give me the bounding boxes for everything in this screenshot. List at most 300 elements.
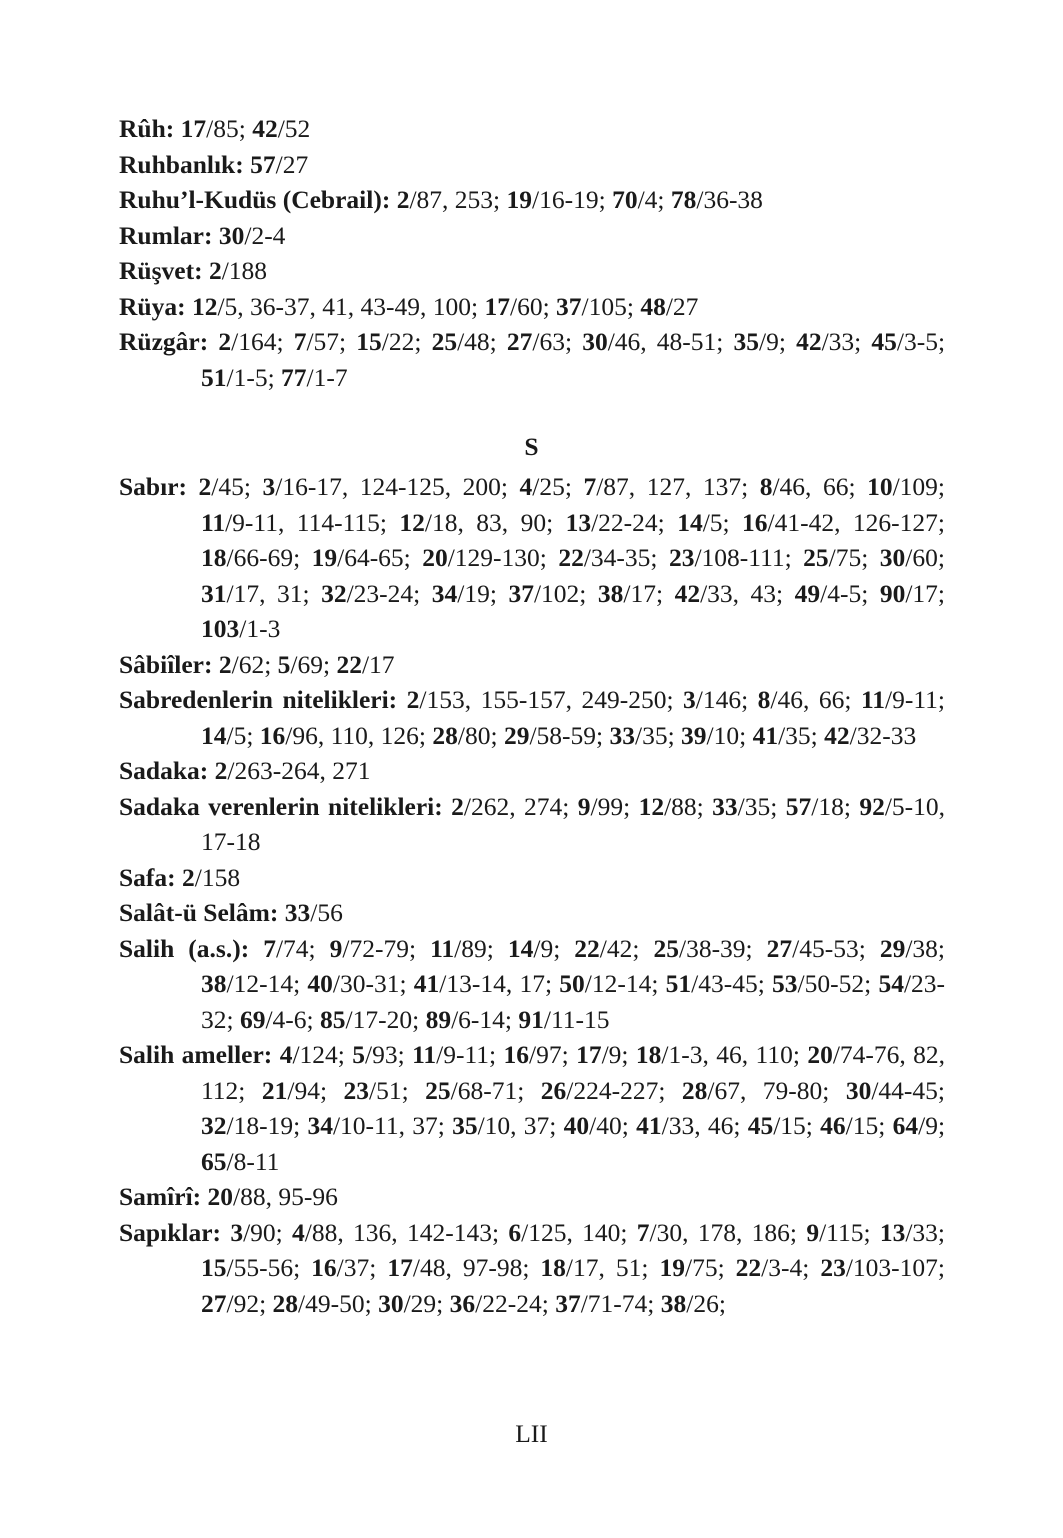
verse-reference: /18-19;: [226, 1111, 308, 1140]
verse-reference: /32-33: [849, 720, 917, 750]
sura-number: 65: [201, 1146, 227, 1176]
verse-reference: /22;: [381, 327, 432, 356]
sura-number: 7: [583, 472, 597, 501]
verse-reference: /42;: [599, 933, 654, 963]
sura-number: 37: [555, 1288, 581, 1318]
verse-reference: /62;: [231, 649, 278, 679]
sura-number: 2: [198, 472, 212, 501]
verse-reference: /22-24;: [591, 507, 678, 537]
sura-number: 3: [262, 472, 276, 501]
sura-number: 45: [747, 1111, 774, 1140]
sura-number: 3: [683, 685, 696, 714]
verse-reference: /1-3, 46, 110;: [661, 1040, 808, 1069]
verse-reference: /224-227;: [566, 1075, 682, 1105]
verse-reference: /17;: [623, 578, 675, 608]
sura-number: 4: [279, 1040, 293, 1069]
sura-number: 103: [201, 614, 240, 643]
verse-reference: /103-107;: [845, 1253, 946, 1282]
verse-reference: /60;: [510, 291, 557, 321]
verse-reference: /5;: [702, 507, 743, 537]
sura-number: 53: [772, 969, 798, 998]
verse-reference: /46, 66;: [770, 685, 861, 714]
verse-reference: /9;: [601, 1040, 636, 1069]
sura-number: 23: [820, 1253, 846, 1282]
sura-number: 12: [399, 507, 425, 537]
sura-number: 39: [681, 720, 707, 750]
verse-reference: /9;: [918, 1111, 946, 1140]
verse-reference: /63;: [532, 327, 583, 356]
sura-number: 16: [311, 1253, 337, 1282]
sura-number: 64: [892, 1111, 919, 1140]
verse-reference: /75;: [828, 543, 880, 572]
verse-reference: /5;: [226, 720, 260, 750]
index-entry: [119, 789, 945, 860]
sura-number: 27: [506, 327, 533, 356]
verse-reference: /58-59;: [529, 720, 610, 750]
verse-reference: /72-79;: [342, 933, 431, 963]
verse-reference: /33;: [821, 327, 872, 356]
sura-number: 18: [540, 1253, 566, 1282]
sura-number: 2: [208, 256, 222, 285]
sura-number: 89: [425, 1004, 452, 1034]
sura-number: 34: [431, 578, 458, 608]
verse-reference: /51;: [369, 1075, 426, 1105]
verse-reference: /10;: [706, 720, 753, 750]
sura-number: 46: [820, 1111, 846, 1140]
index-entries-r: [119, 111, 945, 395]
sura-number: 21: [261, 1075, 288, 1105]
sura-number: 16: [259, 720, 286, 750]
sura-number: 8: [759, 472, 773, 501]
sura-number: 22: [574, 933, 600, 963]
verse-reference: /66-69;: [226, 543, 312, 572]
sura-number: 30: [845, 1075, 872, 1105]
sura-number: 45: [871, 327, 897, 356]
verse-reference: /17, 51;: [565, 1253, 660, 1282]
sura-number: 23: [668, 543, 695, 572]
sura-number: 17: [387, 1253, 413, 1282]
verse-reference: /40;: [589, 1111, 637, 1140]
sura-number: 16: [503, 1040, 530, 1069]
index-term: Safa:: [119, 862, 176, 892]
sura-number: 91: [518, 1004, 544, 1034]
sura-number: 25: [431, 327, 458, 356]
verse-reference: /88, 136, 142-143;: [304, 1217, 509, 1247]
sura-number: 11: [430, 933, 455, 963]
verse-reference: /5, 36-37, 41, 43-49, 100;: [217, 291, 485, 321]
index-entry: [119, 895, 945, 931]
sura-number: 40: [563, 1111, 590, 1140]
verse-reference: /33, 43;: [700, 578, 795, 608]
verse-reference: /68-71;: [450, 1075, 541, 1105]
verse-reference: /48;: [457, 327, 507, 356]
sura-number: 51: [201, 362, 227, 392]
sura-number: 30: [582, 327, 608, 356]
sura-number: 70: [612, 185, 638, 214]
index-term: Ruhbanlık:: [119, 149, 244, 179]
verse-reference: /67, 79-80;: [707, 1075, 846, 1105]
index-entry: [119, 682, 945, 753]
verse-reference: /262, 274;: [463, 791, 578, 821]
sura-number: 54: [878, 969, 904, 998]
sura-number: 33: [712, 791, 738, 821]
index-term: Salih ameller:: [119, 1040, 273, 1069]
index-entry: [119, 931, 945, 1038]
verse-reference: /44-45;: [871, 1075, 946, 1105]
verse-reference: /85;: [206, 114, 253, 143]
sura-number: 42: [796, 327, 822, 356]
index-entry: [119, 111, 945, 147]
sura-number: 41: [752, 720, 779, 750]
verse-reference: /94;: [287, 1075, 344, 1105]
sura-number: 41: [636, 1111, 662, 1140]
sura-number: 5: [352, 1040, 366, 1069]
sura-number: 42: [252, 114, 278, 143]
verse-reference: /48, 97-98;: [412, 1253, 541, 1282]
verse-reference: /1-5;: [226, 362, 282, 392]
verse-reference: /188: [221, 256, 268, 285]
index-entry: [119, 253, 945, 289]
sura-number: 19: [506, 185, 533, 214]
sura-number: 38: [660, 1288, 687, 1318]
sura-number: 25: [425, 1075, 451, 1105]
sura-number: 8: [757, 685, 771, 714]
verse-reference: /80;: [457, 720, 504, 750]
sura-number: 5: [277, 649, 291, 679]
sura-number: 31: [201, 578, 227, 608]
sura-number: 23: [343, 1075, 369, 1105]
index-entry: [119, 647, 945, 683]
verse-reference: /164;: [231, 327, 294, 356]
verse-reference: /2-4: [244, 220, 286, 250]
sura-number: 30: [879, 543, 906, 572]
sura-number: 7: [636, 1217, 650, 1247]
sura-number: 30: [218, 220, 245, 250]
sura-number: 2: [396, 185, 410, 214]
verse-reference: /12-14;: [226, 969, 308, 998]
verse-reference: /45-53;: [792, 933, 880, 963]
verse-reference: /3-4;: [761, 1253, 821, 1282]
index-entry: [119, 1215, 945, 1322]
verse-reference: /92;: [226, 1288, 273, 1318]
sura-number: 34: [307, 1111, 333, 1140]
verse-reference: /38-39;: [678, 933, 767, 963]
index-entry: [119, 860, 945, 896]
sura-number: 20: [807, 1040, 833, 1069]
index-term: Sapıklar:: [119, 1217, 222, 1247]
sura-number: 13: [565, 507, 592, 537]
sura-number: 11: [412, 1040, 437, 1069]
sura-number: 37: [508, 578, 534, 608]
verse-reference: /16-19;: [532, 185, 613, 214]
sura-number: 20: [422, 543, 448, 572]
sura-number: 92: [859, 791, 885, 821]
index-term: Salih (a.s.):: [119, 933, 250, 963]
verse-reference: /41-42, 126-127;: [767, 507, 946, 537]
index-entry: [119, 324, 945, 395]
index-entries-s: [119, 469, 945, 1321]
sura-number: 27: [201, 1288, 227, 1318]
verse-reference: /87, 253;: [409, 185, 507, 214]
verse-reference: /18, 83, 90;: [424, 507, 566, 537]
index-term: Sadaka:: [119, 756, 209, 785]
verse-reference: /71-74;: [580, 1288, 661, 1318]
verse-reference: /87, 127, 137;: [596, 472, 760, 501]
verse-reference: /38;: [905, 933, 945, 963]
sura-number: 20: [207, 1182, 234, 1211]
verse-reference: /1-7: [306, 362, 348, 392]
sura-number: 57: [785, 791, 812, 821]
verse-reference: /1-3: [239, 614, 281, 643]
verse-reference: /9-11;: [436, 1040, 504, 1069]
sura-number: 13: [879, 1217, 906, 1247]
verse-reference: /45;: [211, 472, 263, 501]
verse-reference: /10, 37;: [477, 1111, 564, 1140]
sura-number: 7: [293, 327, 307, 356]
verse-reference: /27: [665, 291, 699, 321]
sura-number: 11: [860, 685, 886, 714]
verse-reference: /4-6;: [265, 1004, 321, 1034]
sura-number: 29: [503, 720, 530, 750]
sura-number: 28: [432, 720, 458, 750]
verse-reference: /97;: [529, 1040, 577, 1069]
sura-number: 19: [659, 1253, 685, 1282]
sura-number: 16: [742, 507, 768, 537]
sura-number: 77: [281, 362, 307, 392]
section-letter-heading: S: [524, 432, 539, 461]
sura-number: 32: [321, 578, 347, 608]
verse-reference: /29;: [403, 1288, 450, 1318]
index-term: Ruhu’l-Kudüs (Cebrail):: [119, 185, 391, 214]
index-term: Samîrî:: [119, 1182, 202, 1211]
verse-reference: /12-14;: [584, 969, 666, 998]
verse-reference: /69;: [290, 649, 337, 679]
sura-number: 15: [356, 327, 382, 356]
verse-reference: /13-14, 17;: [439, 969, 560, 998]
sura-number: 78: [670, 185, 697, 214]
index-entry: [119, 1037, 945, 1179]
index-term: Sadaka verenlerin nitelikleri:: [119, 791, 443, 821]
verse-reference: /30-31;: [332, 969, 414, 998]
index-entry: [119, 1179, 945, 1215]
index-entry: [119, 218, 945, 254]
verse-reference: /11-15: [543, 1004, 610, 1034]
verse-reference: /36-38: [696, 185, 763, 214]
verse-reference: /57;: [306, 327, 357, 356]
sura-number: 14: [677, 507, 703, 537]
verse-reference: /17;: [905, 578, 946, 608]
verse-reference: /109;: [892, 472, 945, 501]
verse-reference: /88, 95-96: [233, 1182, 338, 1211]
verse-reference: /9-11;: [885, 685, 945, 714]
sura-number: 22: [558, 543, 584, 572]
verse-reference: /158: [194, 862, 241, 892]
verse-reference: /129-130;: [447, 543, 559, 572]
sura-number: 2: [406, 685, 420, 714]
sura-number: 49: [794, 578, 821, 608]
verse-reference: /15;: [845, 1111, 893, 1140]
verse-reference: /17: [361, 649, 395, 679]
verse-reference: /50-52;: [797, 969, 879, 998]
sura-number: 32: [201, 1111, 227, 1140]
verse-reference: /15;: [773, 1111, 821, 1140]
verse-reference: /96, 110, 126;: [285, 720, 433, 750]
verse-reference: /35;: [737, 791, 786, 821]
verse-reference: /88;: [664, 791, 713, 821]
verse-reference: /9;: [533, 933, 575, 963]
sura-number: 27: [766, 933, 793, 963]
verse-reference: /75;: [684, 1253, 736, 1282]
sura-number: 3: [230, 1217, 244, 1247]
index-term: Rüzgâr:: [119, 327, 209, 356]
sura-number: 57: [250, 149, 276, 179]
sura-number: 36: [449, 1288, 476, 1318]
sura-number: 17: [484, 291, 510, 321]
page-number: LII: [515, 1419, 548, 1448]
verse-reference: /90;: [243, 1217, 293, 1247]
verse-reference: /115;: [819, 1217, 880, 1247]
verse-reference: /108-111;: [694, 543, 804, 572]
sura-number: 9: [806, 1217, 820, 1247]
index-entry: [119, 289, 945, 325]
sura-number: 35: [452, 1111, 478, 1140]
sura-number: 19: [311, 543, 338, 572]
verse-reference: /56: [310, 898, 343, 927]
verse-reference: /4-5;: [820, 578, 880, 608]
verse-reference: /64-65;: [337, 543, 423, 572]
sura-number: 33: [609, 720, 635, 750]
sura-number: 33: [284, 898, 311, 927]
sura-number: 4: [292, 1217, 305, 1247]
verse-reference: /8-11: [226, 1146, 280, 1176]
index-term: Salât-ü Selâm:: [119, 898, 279, 927]
sura-number: 15: [201, 1253, 227, 1282]
sura-number: 10: [867, 472, 893, 501]
sura-number: 90: [879, 578, 906, 608]
sura-number: 38: [201, 969, 227, 998]
sura-number: 50: [559, 969, 585, 998]
sura-number: 17: [180, 114, 207, 143]
verse-reference: /49-50;: [298, 1288, 379, 1318]
sura-number: 2: [218, 649, 232, 679]
verse-reference: /37;: [336, 1253, 388, 1282]
verse-reference: /35;: [635, 720, 682, 750]
sura-number: 30: [378, 1288, 404, 1318]
sura-number: 22: [336, 649, 362, 679]
verse-reference: /33, 46;: [661, 1111, 748, 1140]
sura-number: 40: [307, 969, 333, 998]
verse-reference: /6-14;: [451, 1004, 519, 1034]
verse-reference: /26;: [686, 1288, 726, 1318]
sura-number: 28: [272, 1288, 299, 1318]
verse-reference: /74;: [275, 933, 330, 963]
sura-number: 18: [201, 543, 227, 572]
sura-number: 12: [191, 291, 218, 321]
verse-reference: /5-10, 17-18: [201, 791, 946, 856]
verse-reference: /46, 66;: [772, 472, 868, 501]
sura-number: 9: [329, 933, 343, 963]
sura-number: 6: [508, 1217, 522, 1247]
sura-number: 2: [214, 756, 228, 785]
sura-number: 25: [653, 933, 679, 963]
sura-number: 85: [320, 1004, 346, 1034]
verse-reference: /9-11, 114-115;: [225, 507, 400, 537]
verse-reference: /124;: [292, 1040, 353, 1069]
verse-reference: /99;: [590, 791, 639, 821]
index-term: Sabredenlerin nitelikleri:: [119, 685, 398, 714]
sura-number: 25: [803, 543, 829, 572]
verse-reference: /33;: [905, 1217, 946, 1247]
verse-reference: /52: [277, 114, 311, 143]
index-entry: [119, 147, 945, 183]
verse-reference: /60;: [905, 543, 945, 572]
verse-reference: /22-24;: [475, 1288, 556, 1318]
sura-number: 22: [735, 1253, 762, 1282]
sura-number: 7: [263, 933, 276, 963]
sura-number: 28: [681, 1075, 708, 1105]
index-entry: [119, 182, 945, 218]
verse-reference: /25;: [532, 472, 584, 501]
sura-number: 29: [879, 933, 906, 963]
verse-reference: /3-5;: [896, 327, 946, 356]
verse-reference: /17-20;: [345, 1004, 426, 1034]
sura-number: 26: [540, 1075, 567, 1105]
index-term: Rüya:: [119, 291, 186, 321]
verse-reference: /89;: [454, 933, 508, 963]
sura-number: 2: [218, 327, 232, 356]
verse-reference: /125, 140;: [521, 1217, 637, 1247]
sura-number: 4: [519, 472, 533, 501]
sura-number: 9: [577, 791, 591, 821]
index-term: Sâbiîler:: [119, 649, 213, 679]
index-term: Rumlar:: [119, 220, 213, 250]
sura-number: 38: [597, 578, 624, 608]
sura-number: 18: [635, 1040, 662, 1069]
sura-number: 42: [824, 720, 850, 750]
verse-reference: /35;: [778, 720, 825, 750]
sura-number: 12: [638, 791, 665, 821]
verse-reference: /23-24;: [346, 578, 432, 608]
index-entry: [119, 753, 945, 789]
verse-reference: /17, 31;: [226, 578, 322, 608]
index-term: Sabır:: [119, 472, 188, 501]
verse-reference: /27: [275, 149, 309, 179]
sura-number: 17: [576, 1040, 602, 1069]
sura-number: 14: [201, 720, 227, 750]
verse-reference: /23-32;: [201, 969, 946, 1034]
sura-number: 69: [239, 1004, 266, 1034]
sura-number: 35: [733, 327, 759, 356]
index-term: Rüşvet:: [119, 256, 203, 285]
index-term: Rûh:: [119, 114, 175, 143]
verse-reference: /46, 48-51;: [607, 327, 734, 356]
sura-number: 14: [507, 933, 534, 963]
verse-reference: /102;: [533, 578, 598, 608]
sura-number: 2: [451, 791, 464, 821]
verse-reference: /10-11, 37;: [332, 1111, 453, 1140]
verse-reference: /105;: [581, 291, 641, 321]
sura-number: 37: [556, 291, 582, 321]
verse-reference: /9;: [759, 327, 797, 356]
sura-number: 51: [665, 969, 692, 998]
sura-number: 42: [674, 578, 701, 608]
verse-reference: /263-264, 271: [227, 756, 371, 785]
verse-reference: /55-56;: [226, 1253, 312, 1282]
verse-reference: /30, 178, 186;: [649, 1217, 807, 1247]
verse-reference: /16-17, 124-125, 200;: [275, 472, 520, 501]
verse-reference: /4;: [637, 185, 671, 214]
verse-reference: /34-35;: [583, 543, 669, 572]
